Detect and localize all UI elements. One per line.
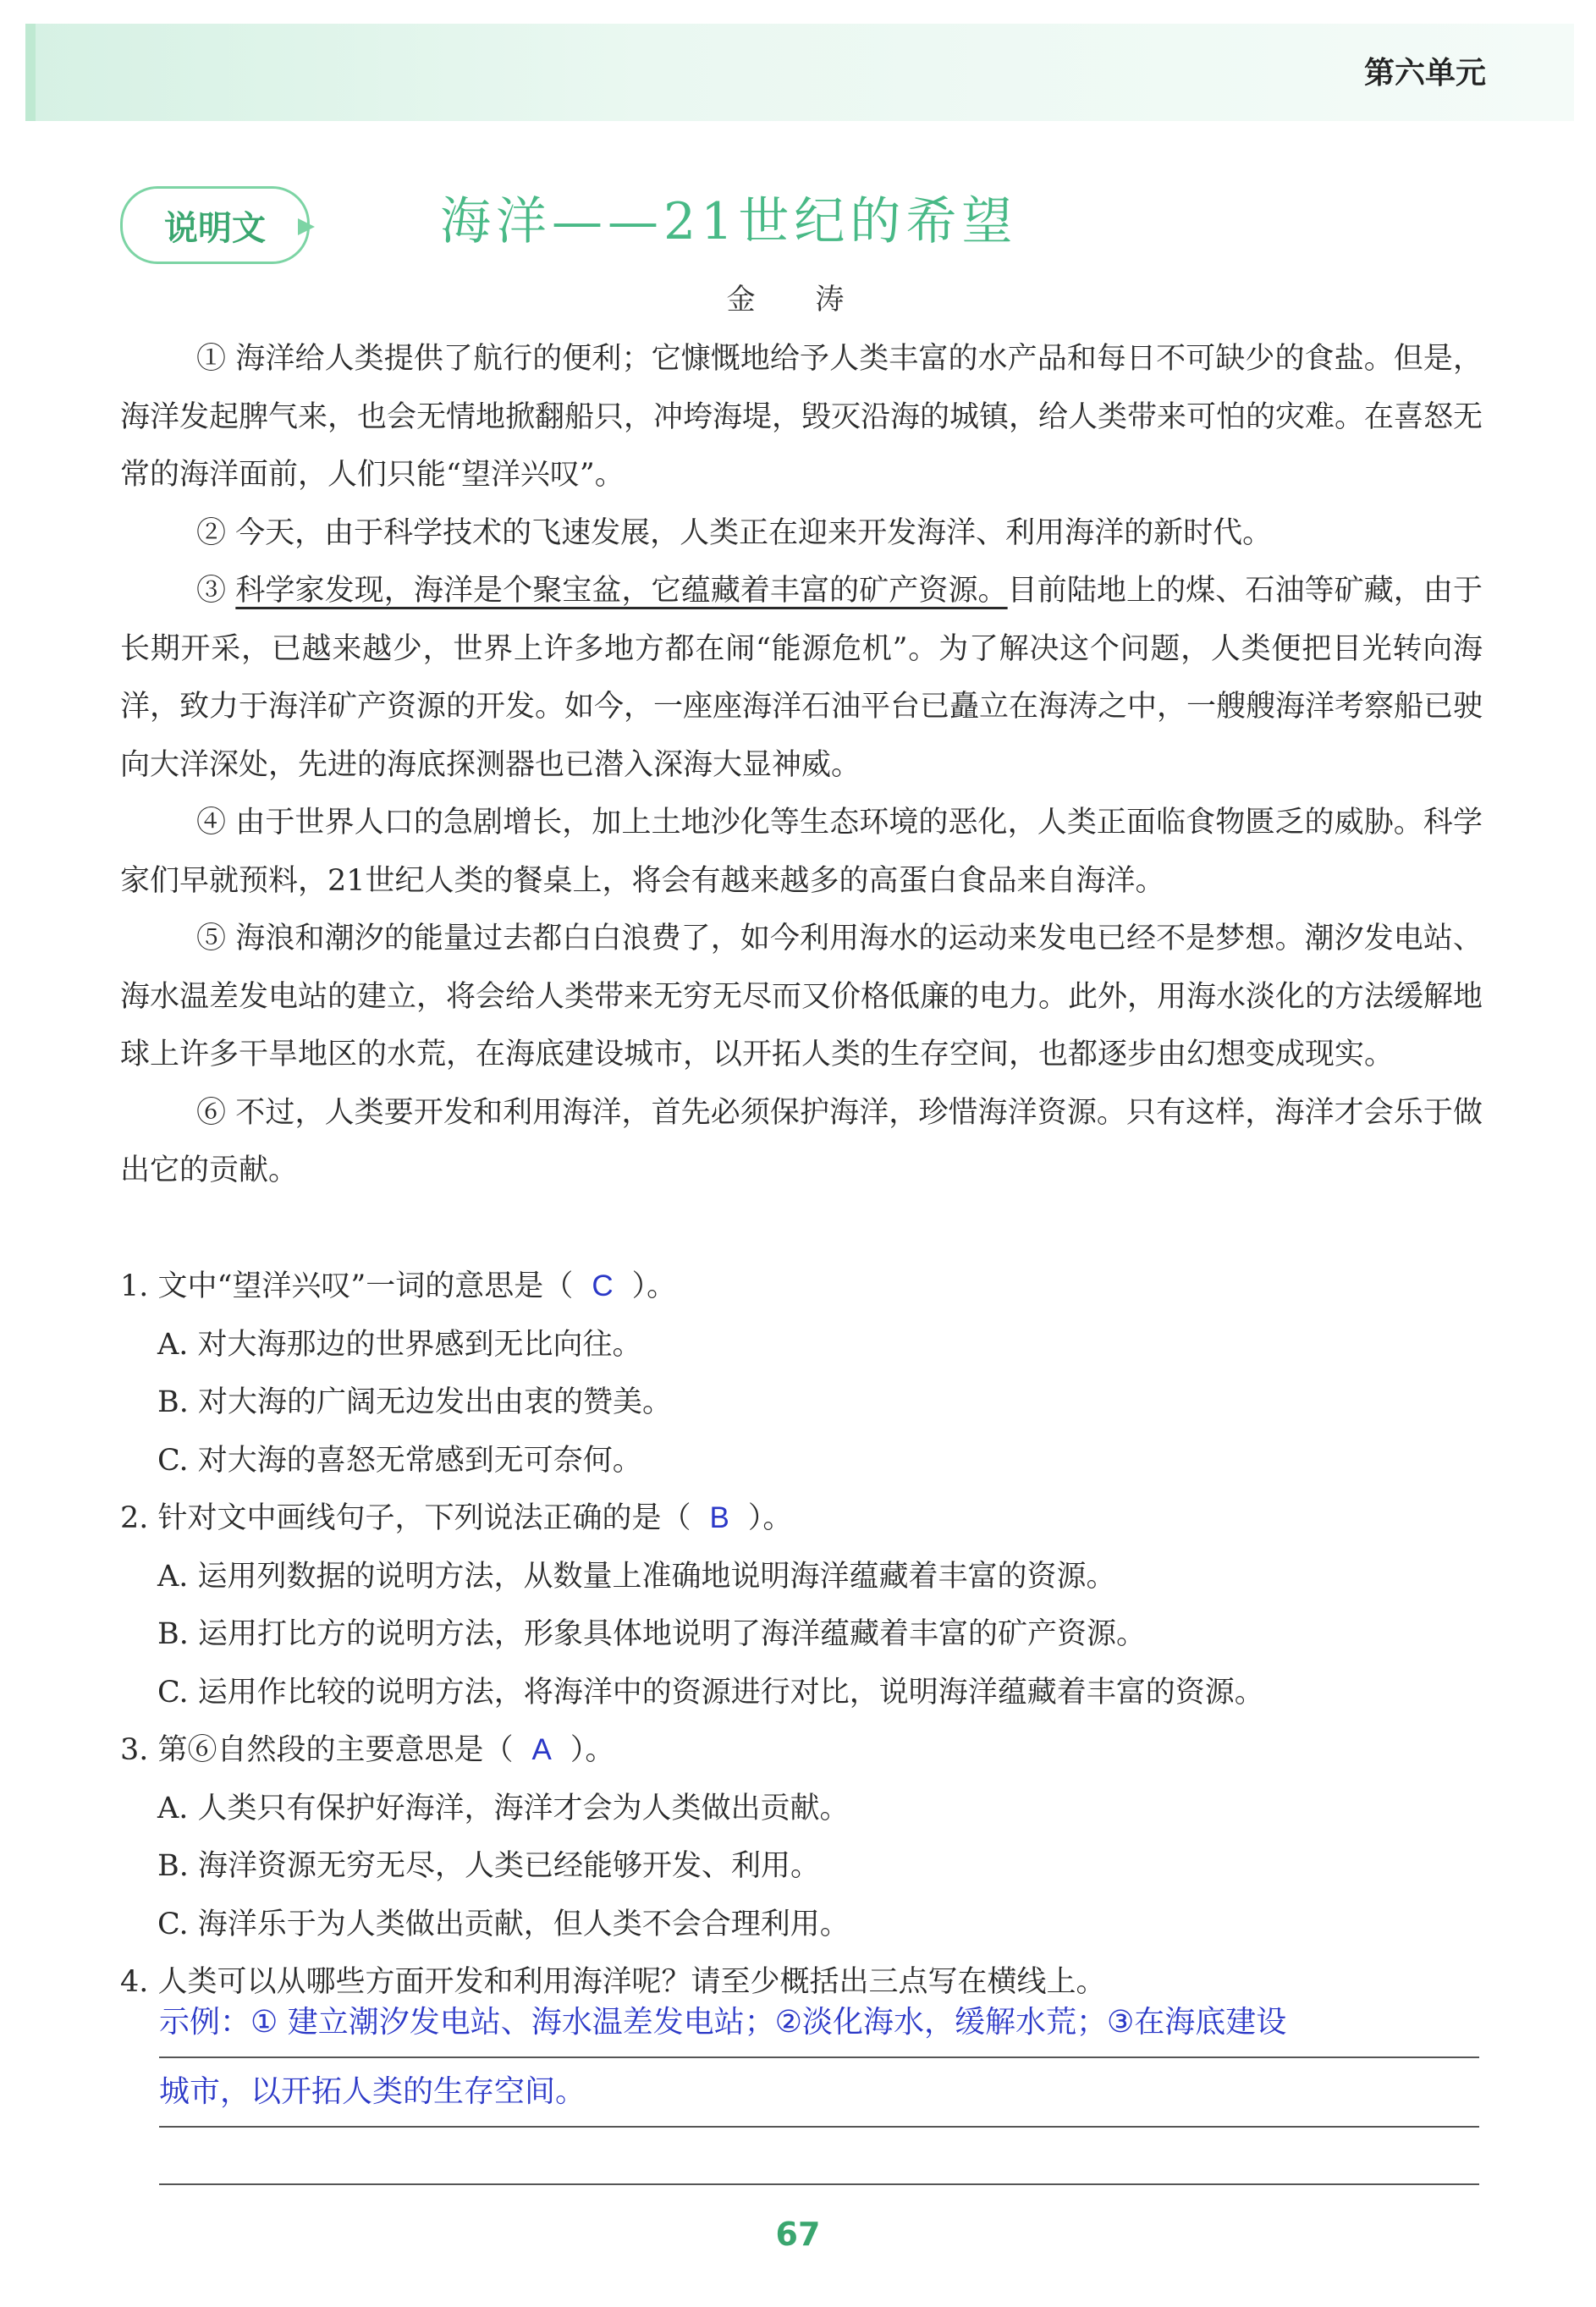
article-title: 海洋——21世纪的希望 [440,192,1018,251]
question-2-stem: 2. 针对文中画线句子，下列说法正确的是（ B ）。 [120,1501,793,1535]
paragraph-4: ④ 由于世界人口的急剧增长，加上土地沙化等生态环境的恶化，人类正面临食物匮乏的威胁。科学家们早就预料，21世纪人类的餐桌上，将会有越来越多的高蛋白食品来自海洋。 [120,806,1483,898]
option-2c: C. 运用作比较的说明方法，将海洋中的资源进行对比，说明海洋蕴藏着丰富的资源。 [157,1675,1264,1710]
header-band [25,24,1574,121]
header-decoration [25,24,36,121]
question-3-stem: 3. 第⑥自然段的主要意思是（ A ）。 [120,1733,615,1767]
blank-answer-line [159,2183,1479,2185]
paragraph-1: ① 海洋给人类提供了航行的便利；它慷慨地给予人类丰富的水产品和每日不可缺少的食盐。但是，海洋发起脾气来，也会无情地掀翻船只，冲垮海堤，毁灭沿海的城镇，给人类带来可怕的灾难。在喜怒无常的海洋面前，人们只能“望洋兴叹”。 [120,342,1483,492]
answer-4-line-2: 城市，以开拓人类的生存空间。 [159,2058,1479,2128]
underlined-sentence: 科学家发现，海洋是个聚宝盆，它蕴藏着丰富的矿产资源。 [235,574,1008,608]
paragraph-6: ⑥ 不过，人类要开发和利用海洋，首先必须保护海洋，珍惜海洋资源。只有这样，海洋才会乐于做出它的贡献。 [120,1095,1483,1187]
paragraph-2: ② 今天，由于科学技术的飞速发展，人类正在迎来开发海洋、利用海洋的新时代。 [196,515,1273,550]
option-1c: C. 对大海的喜怒无常感到无可奈何。 [157,1443,642,1478]
option-2a: A. 运用列数据的说明方法，从数量上准确地说明海洋蕴藏着丰富的资源。 [157,1559,1116,1594]
answer-2: B [709,1501,729,1534]
article-body [120,330,1483,1200]
question-1-stem: 1. 文中“望洋兴叹”一词的意思是（ C ）。 [120,1269,677,1303]
paragraph-3-rest: 目前陆地上的煤、石油等矿藏，由于长期开采，已越来越少，世界上许多地方都在闹“能源危机”。为了解决这个问题，人类便把目光转向海洋，致力于海洋矿产资源的开发。如今，一座座海洋石油平台已矗立在海涛之中，一艘艘海洋考察船已驶向大洋深处，先进的海底探测器也已潜入深海大显神威。 [120,574,1483,782]
paragraph-3-number: ③ [196,574,236,608]
answer-3: A [531,1733,552,1766]
paragraph-3 [120,562,1483,794]
unit-label: 第六单元 [1363,56,1486,91]
article-author: 金 涛 [726,283,870,317]
answer-4-block [159,1989,1479,2128]
page-number: 67 [775,2216,821,2253]
option-3c: C. 海洋乐于为人类做出贡献，但人类不会合理利用。 [157,1907,850,1941]
answer-1: C [592,1269,614,1302]
paragraph-5: ⑤ 海浪和潮汐的能量过去都白白浪费了，如今利用海水的运动来发电已经不是梦想。潮汐发电站、海水温差发电站的建立，将会给人类带来无穷无尽而又价格低廉的电力。此外，用海水淡化的方法缓解地球上许多干旱地区的水荒，在海底建设城市，以开拓人类的生存空间，也都逐步由幻想变成现实。 [120,922,1483,1071]
option-3a: A. 人类只有保护好海洋，海洋才会为人类做出贡献。 [157,1791,850,1825]
question-list [120,1258,1483,2012]
option-1b: B. 对大海的广阔无边发出由衷的赞美。 [157,1385,672,1419]
option-3b: B. 海洋资源无穷无尽，人类已经能够开发、利用。 [157,1849,820,1883]
question-4-stem: 4. 人类可以从哪些方面开发和利用海洋呢？请至少概括出三点写在横线上。 [120,1965,1106,1999]
option-1a: A. 对大海那边的世界感到无比向往。 [157,1327,642,1362]
genre-badge: 说明文 [120,186,310,264]
speech-bubble-tail-icon [298,218,315,235]
option-2b: B. 运用打比方的说明方法，形象具体地说明了海洋蕴藏着丰富的矿产资源。 [157,1617,1146,1651]
answer-4-line-1: 示例：① 建立潮汐发电站、海水温差发电站；②淡化海水，缓解水荒；③在海底建设 [159,1989,1479,2058]
